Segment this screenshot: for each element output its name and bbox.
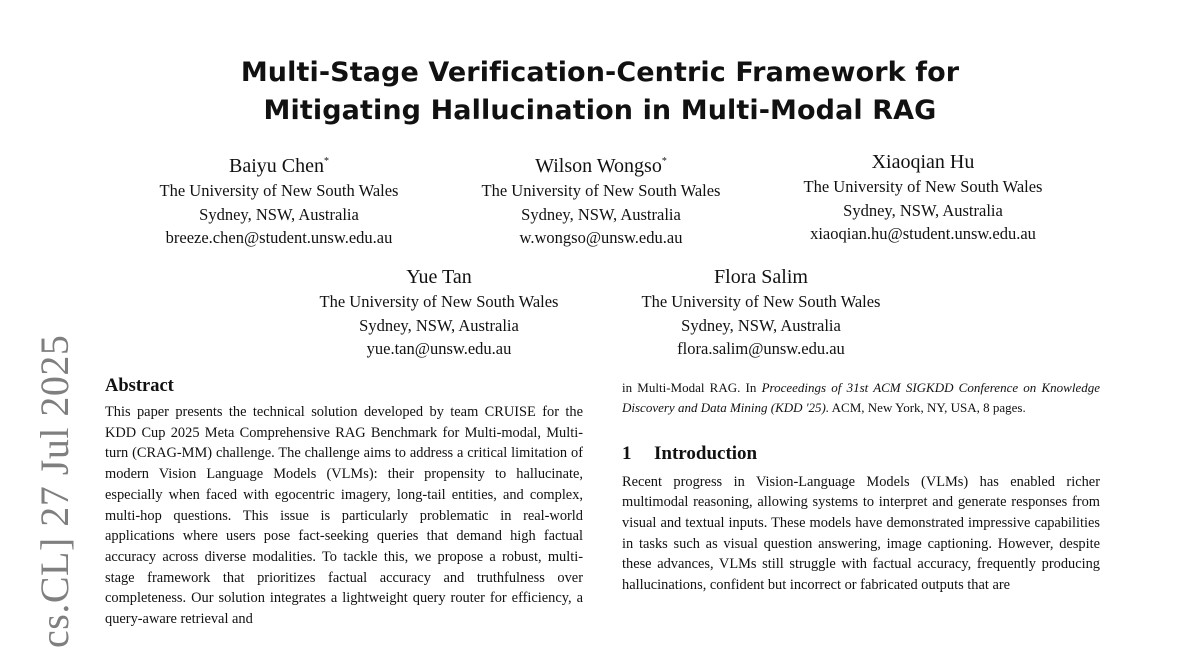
reference-prefix: in Multi-Modal RAG. In xyxy=(622,380,762,395)
equal-contribution-mark: * xyxy=(324,156,329,167)
author-affiliation: The University of New South Wales xyxy=(159,181,399,200)
author-name: Baiyu Chen xyxy=(229,155,324,177)
author-name: Yue Tan xyxy=(406,266,472,288)
author-block xyxy=(441,149,761,250)
author-block xyxy=(763,149,1083,246)
author-location: Sydney, NSW, Australia xyxy=(521,204,681,224)
author-name: Wilson Wongso xyxy=(535,155,662,177)
author-affiliation: The University of New South Wales xyxy=(641,292,881,311)
author-location: Sydney, NSW, Australia xyxy=(359,315,519,335)
title-line-2: Mitigating Hallucination in Multi-Modal RAG xyxy=(263,95,937,126)
author-affiliation: The University of New South Wales xyxy=(319,292,559,311)
author-block xyxy=(119,149,439,250)
section-heading-introduction xyxy=(622,442,1100,466)
reference-venue: Proceedings of 31st ACM SIGKDD Conference on Knowledge Discovery and Data Mining (KDD '25). xyxy=(622,380,1100,415)
author-email[interactable]: xiaoqian.hu@student.unsw.edu.au xyxy=(810,224,1036,243)
author-affiliation: The University of New South Wales xyxy=(803,177,1043,196)
author-affiliation: The University of New South Wales xyxy=(481,181,721,200)
author-email[interactable]: yue.tan@unsw.edu.au xyxy=(366,339,512,358)
author-location: Sydney, NSW, Australia xyxy=(681,315,841,335)
arxiv-identifier: cs.CL] 27 Jul 2025 xyxy=(32,334,77,648)
right-column xyxy=(622,378,1100,648)
left-column xyxy=(105,374,583,648)
section-number: 1 xyxy=(622,442,632,464)
equal-contribution-mark: * xyxy=(661,156,667,167)
introduction-text: Recent progress in Vision-Language Models (VLMs) has enabled richer multimodal reasoning, allowing systems to interpret and generate responses from visual and textual inputs. These models have demonstrated impressive capabilities in tasks such as visual question answering, image captioning. However, despite these advances, VLMs still struggle with factual accuracy, frequently producing hallucinations, confident but incorrect or fabricated outputs that are xyxy=(622,473,1100,594)
author-email[interactable]: w.wongso@unsw.edu.au xyxy=(519,228,683,247)
author-location: Sydney, NSW, Australia xyxy=(199,204,359,224)
paper-title xyxy=(0,54,1200,130)
author-location: Sydney, NSW, Australia xyxy=(843,200,1003,220)
abstract-text: This paper presents the technical solution developed by team CRUISE for the KDD Cup 2025 Meta Comprehensive RAG Benchmark for Multi-modal, Multi-turn (CRAG-MM) challenge. The challenge aims to address a critical limitation of modern Vision Language Models (VLMs): their propensity to hallucinate, especially when faced with egocentric imagery, long-tail entities, and complex, multi-hop questions. This issue is particularly problematic in real-world applications where users pose fact-seeking queries that demand high factual accuracy across diverse modalities. To tackle this, we propose a robust, multi-stage framework that prioritizes factual accuracy and truthfulness over completeness. Our solution integrates a lightweight query router for efficiency, a query-aware retrieval and xyxy=(105,404,583,628)
author-block xyxy=(279,264,599,361)
author-block xyxy=(601,264,921,361)
author-name: Xiaoqian Hu xyxy=(871,151,975,173)
section-title: Introduction xyxy=(654,442,758,464)
abstract-heading: Abstract xyxy=(105,376,174,396)
acm-reference-format xyxy=(622,378,1100,418)
title-line-1: Multi-Stage Verification-Centric Framework for xyxy=(240,57,960,88)
author-email[interactable]: flora.salim@unsw.edu.au xyxy=(677,339,845,358)
author-name: Flora Salim xyxy=(714,266,808,288)
author-email[interactable]: breeze.chen@student.unsw.edu.au xyxy=(165,228,393,247)
reference-suffix: ACM, New York, NY, USA, 8 pages. xyxy=(829,399,1026,415)
